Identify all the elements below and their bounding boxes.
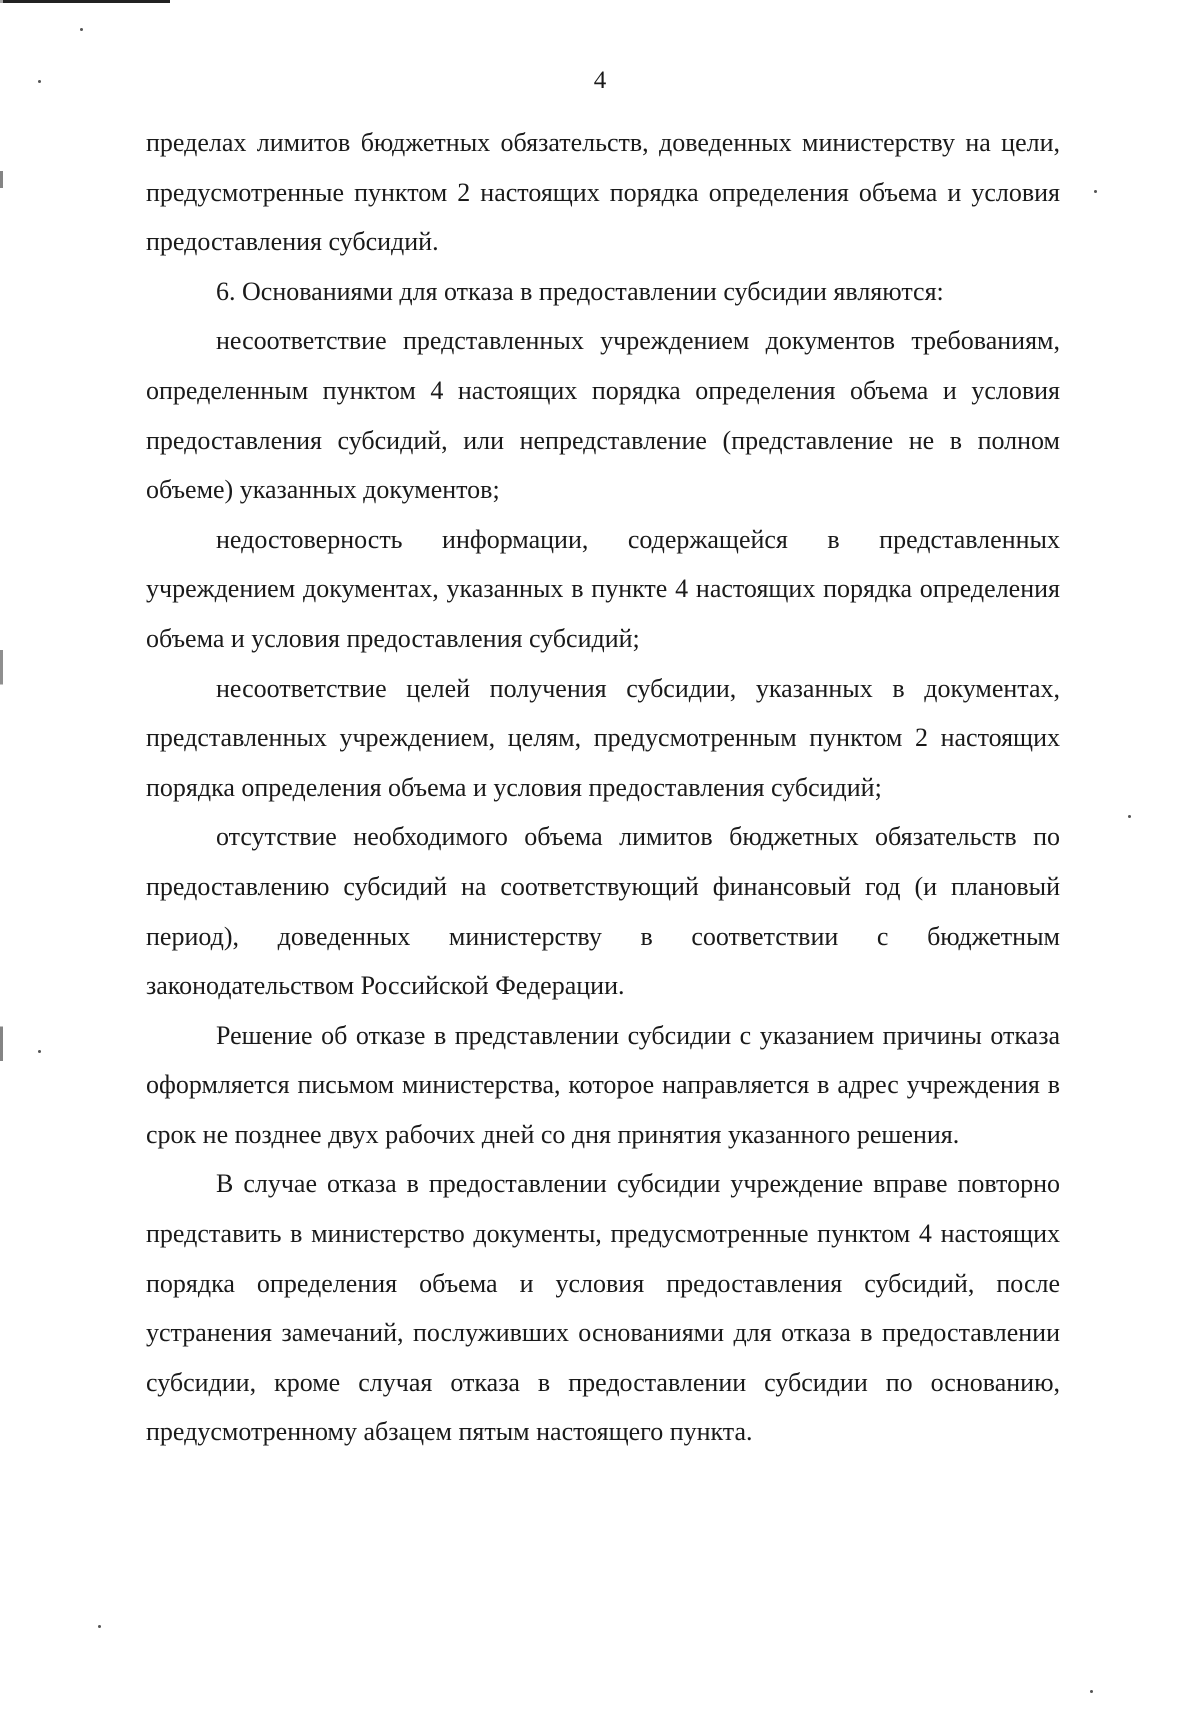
scan-speck bbox=[1094, 190, 1097, 193]
paragraph-ground-goals-mismatch: несоответствие целей получения субсидии, указанных в документах, представленных учреждением, целям, предусмотренным пунктом 2 настоящих порядка определения объема и условия предоставления субсидий; bbox=[146, 673, 1060, 802]
page-number: 4 bbox=[593, 67, 607, 94]
paragraph-ground-noncompliance: несоответствие представленных учреждением документов требованиям, определенным пунктом 4 настоящих порядка определения объема и условия предоставления субсидий, или непредставление (представление не в полном объеме) указанных документов; bbox=[146, 326, 1060, 505]
scan-speck bbox=[38, 80, 41, 83]
paragraph-ground-no-limits: отсутствие необходимого объема лимитов бюджетных обязательств по предоставлению субсидий на соответствующий финансовый год (и плановый период), доведенных министерству в соответствии с бюджетным законодательством Российской Федерации. bbox=[146, 822, 1060, 1001]
paragraph-refusal-decision: Решение об отказе в представлении субсидии с указанием причины отказа оформляется письмом министерства, которое направляется в адрес учреждения в срок не позднее двух рабочих дней со дня принятия указанного решения. bbox=[146, 1020, 1060, 1149]
document-body bbox=[146, 118, 1060, 1457]
scan-speck bbox=[98, 1625, 101, 1628]
scan-speck bbox=[38, 1050, 41, 1053]
scan-speck bbox=[1128, 815, 1131, 818]
paragraph-continuation: пределах лимитов бюджетных обязательств, доведенных министерству на цели, предусмотренные пунктом 2 настоящих порядка определения объема и условия предоставления субсидий. bbox=[146, 128, 1060, 257]
scan-speck bbox=[80, 28, 83, 31]
paragraph-resubmission: В случае отказа в предоставлении субсидии учреждение вправе повторно представить в министерство документы, предусмотренные пунктом 4 настоящих порядка определения объема и условия предоставления субсидий, после устранения замечаний, послуживших основаниями для отказа в предоставлении субсидии, кроме случая отказа в предоставлении субсидии по основанию, предусмотренному абзацем пятым настоящего пункта. bbox=[146, 1169, 1060, 1447]
scan-edge-top bbox=[0, 0, 170, 3]
scan-speck bbox=[1090, 1690, 1093, 1693]
paragraph-section-6-heading: 6. Основаниями для отказа в предоставлении субсидии являются: bbox=[216, 276, 944, 306]
paragraph-ground-inaccuracy: недостоверность информации, содержащейся в представленных учреждением документах, указанных в пункте 4 настоящих порядка определения объема и условия предоставления субсидий; bbox=[146, 524, 1060, 653]
scan-edge-left bbox=[0, 0, 3, 1711]
